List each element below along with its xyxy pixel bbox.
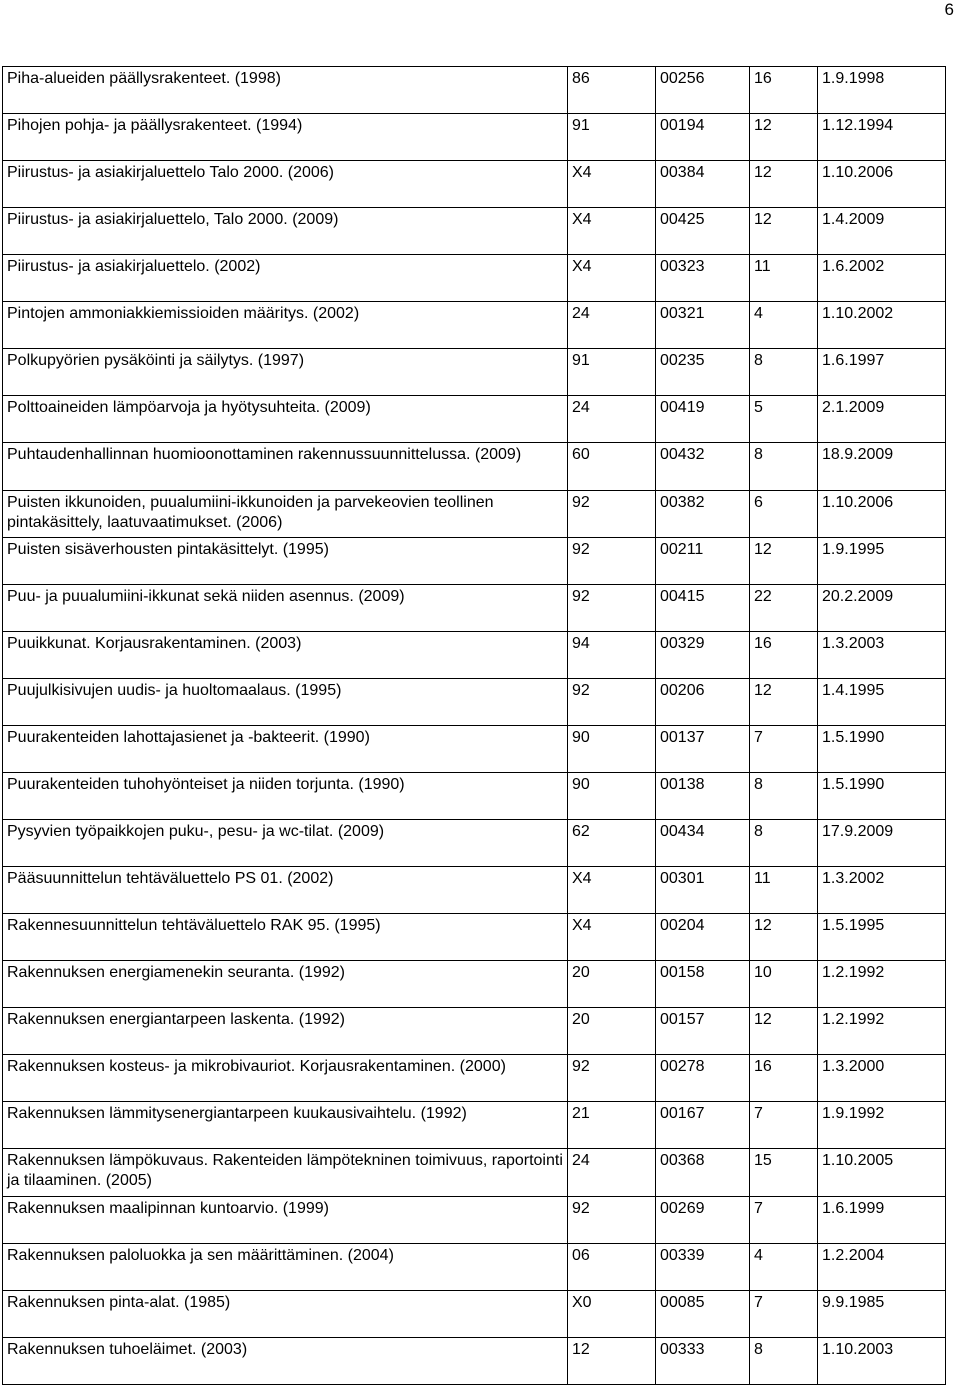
entry-code: 00206 — [656, 679, 750, 726]
entry-title: Pysyvien työpaikkojen puku-, pesu- ja wc-tilat. (2009) — [3, 820, 568, 867]
entry-title: Puisten sisäverhousten pintakäsittelyt. (1995) — [3, 538, 568, 585]
entry-date: 1.3.2000 — [818, 1055, 946, 1102]
entry-code: 00211 — [656, 538, 750, 585]
entry-pages: 7 — [750, 1102, 818, 1149]
table-row — [3, 632, 946, 679]
entry-code: 00301 — [656, 867, 750, 914]
entry-code: 00158 — [656, 961, 750, 1008]
entry-pages: 12 — [750, 114, 818, 161]
table-row — [3, 1197, 946, 1244]
entry-pages: 4 — [750, 1244, 818, 1291]
entry-pages: 10 — [750, 961, 818, 1008]
entry-pages: 7 — [750, 1197, 818, 1244]
entry-date: 1.9.1992 — [818, 1102, 946, 1149]
entry-code: 00415 — [656, 585, 750, 632]
entry-pages: 16 — [750, 67, 818, 114]
entry-date: 1.10.2006 — [818, 161, 946, 208]
table-row — [3, 1338, 946, 1385]
entry-title: Rakennuksen maalipinnan kuntoarvio. (1999) — [3, 1197, 568, 1244]
table-row — [3, 1008, 946, 1055]
table-row — [3, 585, 946, 632]
entry-pages: 8 — [750, 349, 818, 396]
entry-pages: 12 — [750, 1008, 818, 1055]
entry-pages: 12 — [750, 538, 818, 585]
table-row — [3, 208, 946, 255]
entry-pages: 8 — [750, 443, 818, 491]
entry-group: 60 — [568, 443, 656, 491]
entry-code: 00339 — [656, 1244, 750, 1291]
entry-date: 1.6.1997 — [818, 349, 946, 396]
entry-title: Piirustus- ja asiakirjaluettelo Talo 2000. (2006) — [3, 161, 568, 208]
page-number: 6 — [944, 0, 954, 19]
entry-date: 1.10.2003 — [818, 1338, 946, 1385]
entry-code: 00419 — [656, 396, 750, 443]
entry-date: 1.5.1990 — [818, 726, 946, 773]
entry-code: 00138 — [656, 773, 750, 820]
table-row — [3, 1102, 946, 1149]
table-row — [3, 114, 946, 161]
entry-pages: 6 — [750, 491, 818, 538]
entry-group: X4 — [568, 867, 656, 914]
entry-group: 90 — [568, 726, 656, 773]
entry-date: 1.6.2002 — [818, 255, 946, 302]
document-register-table — [2, 66, 946, 1385]
entry-title: Piirustus- ja asiakirjaluettelo, Talo 2000. (2009) — [3, 208, 568, 255]
table-row — [3, 726, 946, 773]
entry-date: 1.9.1995 — [818, 538, 946, 585]
entry-pages: 12 — [750, 914, 818, 961]
entry-group: 92 — [568, 1055, 656, 1102]
table-row — [3, 961, 946, 1008]
entry-group: 92 — [568, 491, 656, 538]
entry-date: 1.9.1998 — [818, 67, 946, 114]
table-row — [3, 302, 946, 349]
entry-group: 94 — [568, 632, 656, 679]
entry-date: 17.9.2009 — [818, 820, 946, 867]
entry-pages: 4 — [750, 302, 818, 349]
entry-date: 2.1.2009 — [818, 396, 946, 443]
entry-date: 1.3.2003 — [818, 632, 946, 679]
entry-date: 1.5.1990 — [818, 773, 946, 820]
entry-pages: 7 — [750, 726, 818, 773]
entry-pages: 12 — [750, 161, 818, 208]
entry-date: 1.12.1994 — [818, 114, 946, 161]
entry-date: 1.2.1992 — [818, 1008, 946, 1055]
entry-date: 18.9.2009 — [818, 443, 946, 491]
entry-date: 1.2.1992 — [818, 961, 946, 1008]
entry-title: Pintojen ammoniakkiemissioiden määritys. (2002) — [3, 302, 568, 349]
entry-group: 92 — [568, 1197, 656, 1244]
entry-code: 00157 — [656, 1008, 750, 1055]
entry-group: 62 — [568, 820, 656, 867]
entry-date: 1.10.2002 — [818, 302, 946, 349]
entry-title: Rakennuksen lämmitysenergiantarpeen kuukausivaihtelu. (1992) — [3, 1102, 568, 1149]
entry-group: 12 — [568, 1338, 656, 1385]
table-row — [3, 914, 946, 961]
entry-title: Rakennuksen tuhoeläimet. (2003) — [3, 1338, 568, 1385]
entry-pages: 7 — [750, 1291, 818, 1338]
entry-code: 00256 — [656, 67, 750, 114]
table-row — [3, 1291, 946, 1338]
table-row — [3, 491, 946, 538]
entry-title: Rakennuksen paloluokka ja sen määrittäminen. (2004) — [3, 1244, 568, 1291]
entry-group: 92 — [568, 679, 656, 726]
entry-pages: 11 — [750, 255, 818, 302]
entry-title: Rakennuksen energiamenekin seuranta. (1992) — [3, 961, 568, 1008]
entry-group: 06 — [568, 1244, 656, 1291]
entry-group: X4 — [568, 914, 656, 961]
entry-group: 24 — [568, 1149, 656, 1197]
entry-group: X4 — [568, 208, 656, 255]
entry-pages: 8 — [750, 1338, 818, 1385]
table-row — [3, 1149, 946, 1197]
entry-title: Puuikkunat. Korjausrakentaminen. (2003) — [3, 632, 568, 679]
entry-date: 1.10.2005 — [818, 1149, 946, 1197]
table-row — [3, 538, 946, 585]
table-row — [3, 349, 946, 396]
entry-group: X0 — [568, 1291, 656, 1338]
entry-code: 00194 — [656, 114, 750, 161]
table-row — [3, 67, 946, 114]
entry-date: 1.5.1995 — [818, 914, 946, 961]
entry-code: 00235 — [656, 349, 750, 396]
entry-group: 24 — [568, 396, 656, 443]
table-row — [3, 255, 946, 302]
entry-pages: 8 — [750, 820, 818, 867]
entry-group: 92 — [568, 538, 656, 585]
entry-group: 92 — [568, 585, 656, 632]
entry-code: 00269 — [656, 1197, 750, 1244]
entry-pages: 11 — [750, 867, 818, 914]
entry-code: 00167 — [656, 1102, 750, 1149]
entry-pages: 15 — [750, 1149, 818, 1197]
table-row — [3, 773, 946, 820]
entry-group: 24 — [568, 302, 656, 349]
table-row — [3, 161, 946, 208]
table-row — [3, 1244, 946, 1291]
entry-title: Rakennuksen kosteus- ja mikrobivauriot. Korjausrakentaminen. (2000) — [3, 1055, 568, 1102]
entry-code: 00323 — [656, 255, 750, 302]
entry-title: Piha-alueiden päällysrakenteet. (1998) — [3, 67, 568, 114]
entry-title: Pihojen pohja- ja päällysrakenteet. (1994) — [3, 114, 568, 161]
entry-title: Rakennuksen pinta-alat. (1985) — [3, 1291, 568, 1338]
entry-code: 00085 — [656, 1291, 750, 1338]
entry-code: 00333 — [656, 1338, 750, 1385]
entry-code: 00434 — [656, 820, 750, 867]
entry-group: 86 — [568, 67, 656, 114]
entry-code: 00137 — [656, 726, 750, 773]
table-row — [3, 867, 946, 914]
entry-code: 00278 — [656, 1055, 750, 1102]
entry-title: Rakennuksen lämpökuvaus. Rakenteiden lämpötekninen toimivuus, raportointi ja tilaaminen. (2005) — [3, 1149, 568, 1197]
entry-title: Puujulkisivujen uudis- ja huoltomaalaus. (1995) — [3, 679, 568, 726]
entry-date: 1.4.1995 — [818, 679, 946, 726]
entry-title: Puhtaudenhallinnan huomioonottaminen rakennussuunnittelussa. (2009) — [3, 443, 568, 491]
table-row — [3, 1055, 946, 1102]
entry-group: X4 — [568, 161, 656, 208]
entry-code: 00384 — [656, 161, 750, 208]
entry-title: Pääsuunnittelun tehtäväluettelo PS 01. (2002) — [3, 867, 568, 914]
entry-group: 20 — [568, 961, 656, 1008]
entry-date: 1.6.1999 — [818, 1197, 946, 1244]
entry-code: 00382 — [656, 491, 750, 538]
entry-group: 90 — [568, 773, 656, 820]
entry-title: Puisten ikkunoiden, puualumiini-ikkunoiden ja parvekeovien teollinen pintakäsittely, laatuvaatimukset. (2006) — [3, 491, 568, 538]
entry-date: 1.10.2006 — [818, 491, 946, 538]
entry-title: Puurakenteiden lahottajasienet ja -bakteerit. (1990) — [3, 726, 568, 773]
table-row — [3, 820, 946, 867]
entry-pages: 8 — [750, 773, 818, 820]
entry-code: 00425 — [656, 208, 750, 255]
table-row — [3, 679, 946, 726]
entry-title: Piirustus- ja asiakirjaluettelo. (2002) — [3, 255, 568, 302]
entry-group: 91 — [568, 114, 656, 161]
entry-group: 20 — [568, 1008, 656, 1055]
entry-code: 00368 — [656, 1149, 750, 1197]
entry-title: Puurakenteiden tuhohyönteiset ja niiden torjunta. (1990) — [3, 773, 568, 820]
entry-date: 9.9.1985 — [818, 1291, 946, 1338]
entry-group: 91 — [568, 349, 656, 396]
entry-pages: 22 — [750, 585, 818, 632]
entry-date: 1.3.2002 — [818, 867, 946, 914]
entry-title: Rakennesuunnittelun tehtäväluettelo RAK 95. (1995) — [3, 914, 568, 961]
entry-group: X4 — [568, 255, 656, 302]
entry-group: 21 — [568, 1102, 656, 1149]
entry-pages: 12 — [750, 208, 818, 255]
register-body — [3, 67, 946, 1385]
entry-code: 00204 — [656, 914, 750, 961]
entry-title: Polkupyörien pysäköinti ja säilytys. (1997) — [3, 349, 568, 396]
entry-pages: 16 — [750, 1055, 818, 1102]
table-row — [3, 443, 946, 491]
entry-title: Puu- ja puualumiini-ikkunat sekä niiden asennus. (2009) — [3, 585, 568, 632]
table-row — [3, 396, 946, 443]
entry-pages: 5 — [750, 396, 818, 443]
entry-date: 1.2.2004 — [818, 1244, 946, 1291]
entry-code: 00432 — [656, 443, 750, 491]
entry-pages: 16 — [750, 632, 818, 679]
entry-date: 20.2.2009 — [818, 585, 946, 632]
entry-code: 00329 — [656, 632, 750, 679]
entry-date: 1.4.2009 — [818, 208, 946, 255]
entry-code: 00321 — [656, 302, 750, 349]
entry-title: Rakennuksen energiantarpeen laskenta. (1992) — [3, 1008, 568, 1055]
entry-title: Polttoaineiden lämpöarvoja ja hyötysuhteita. (2009) — [3, 396, 568, 443]
entry-pages: 12 — [750, 679, 818, 726]
